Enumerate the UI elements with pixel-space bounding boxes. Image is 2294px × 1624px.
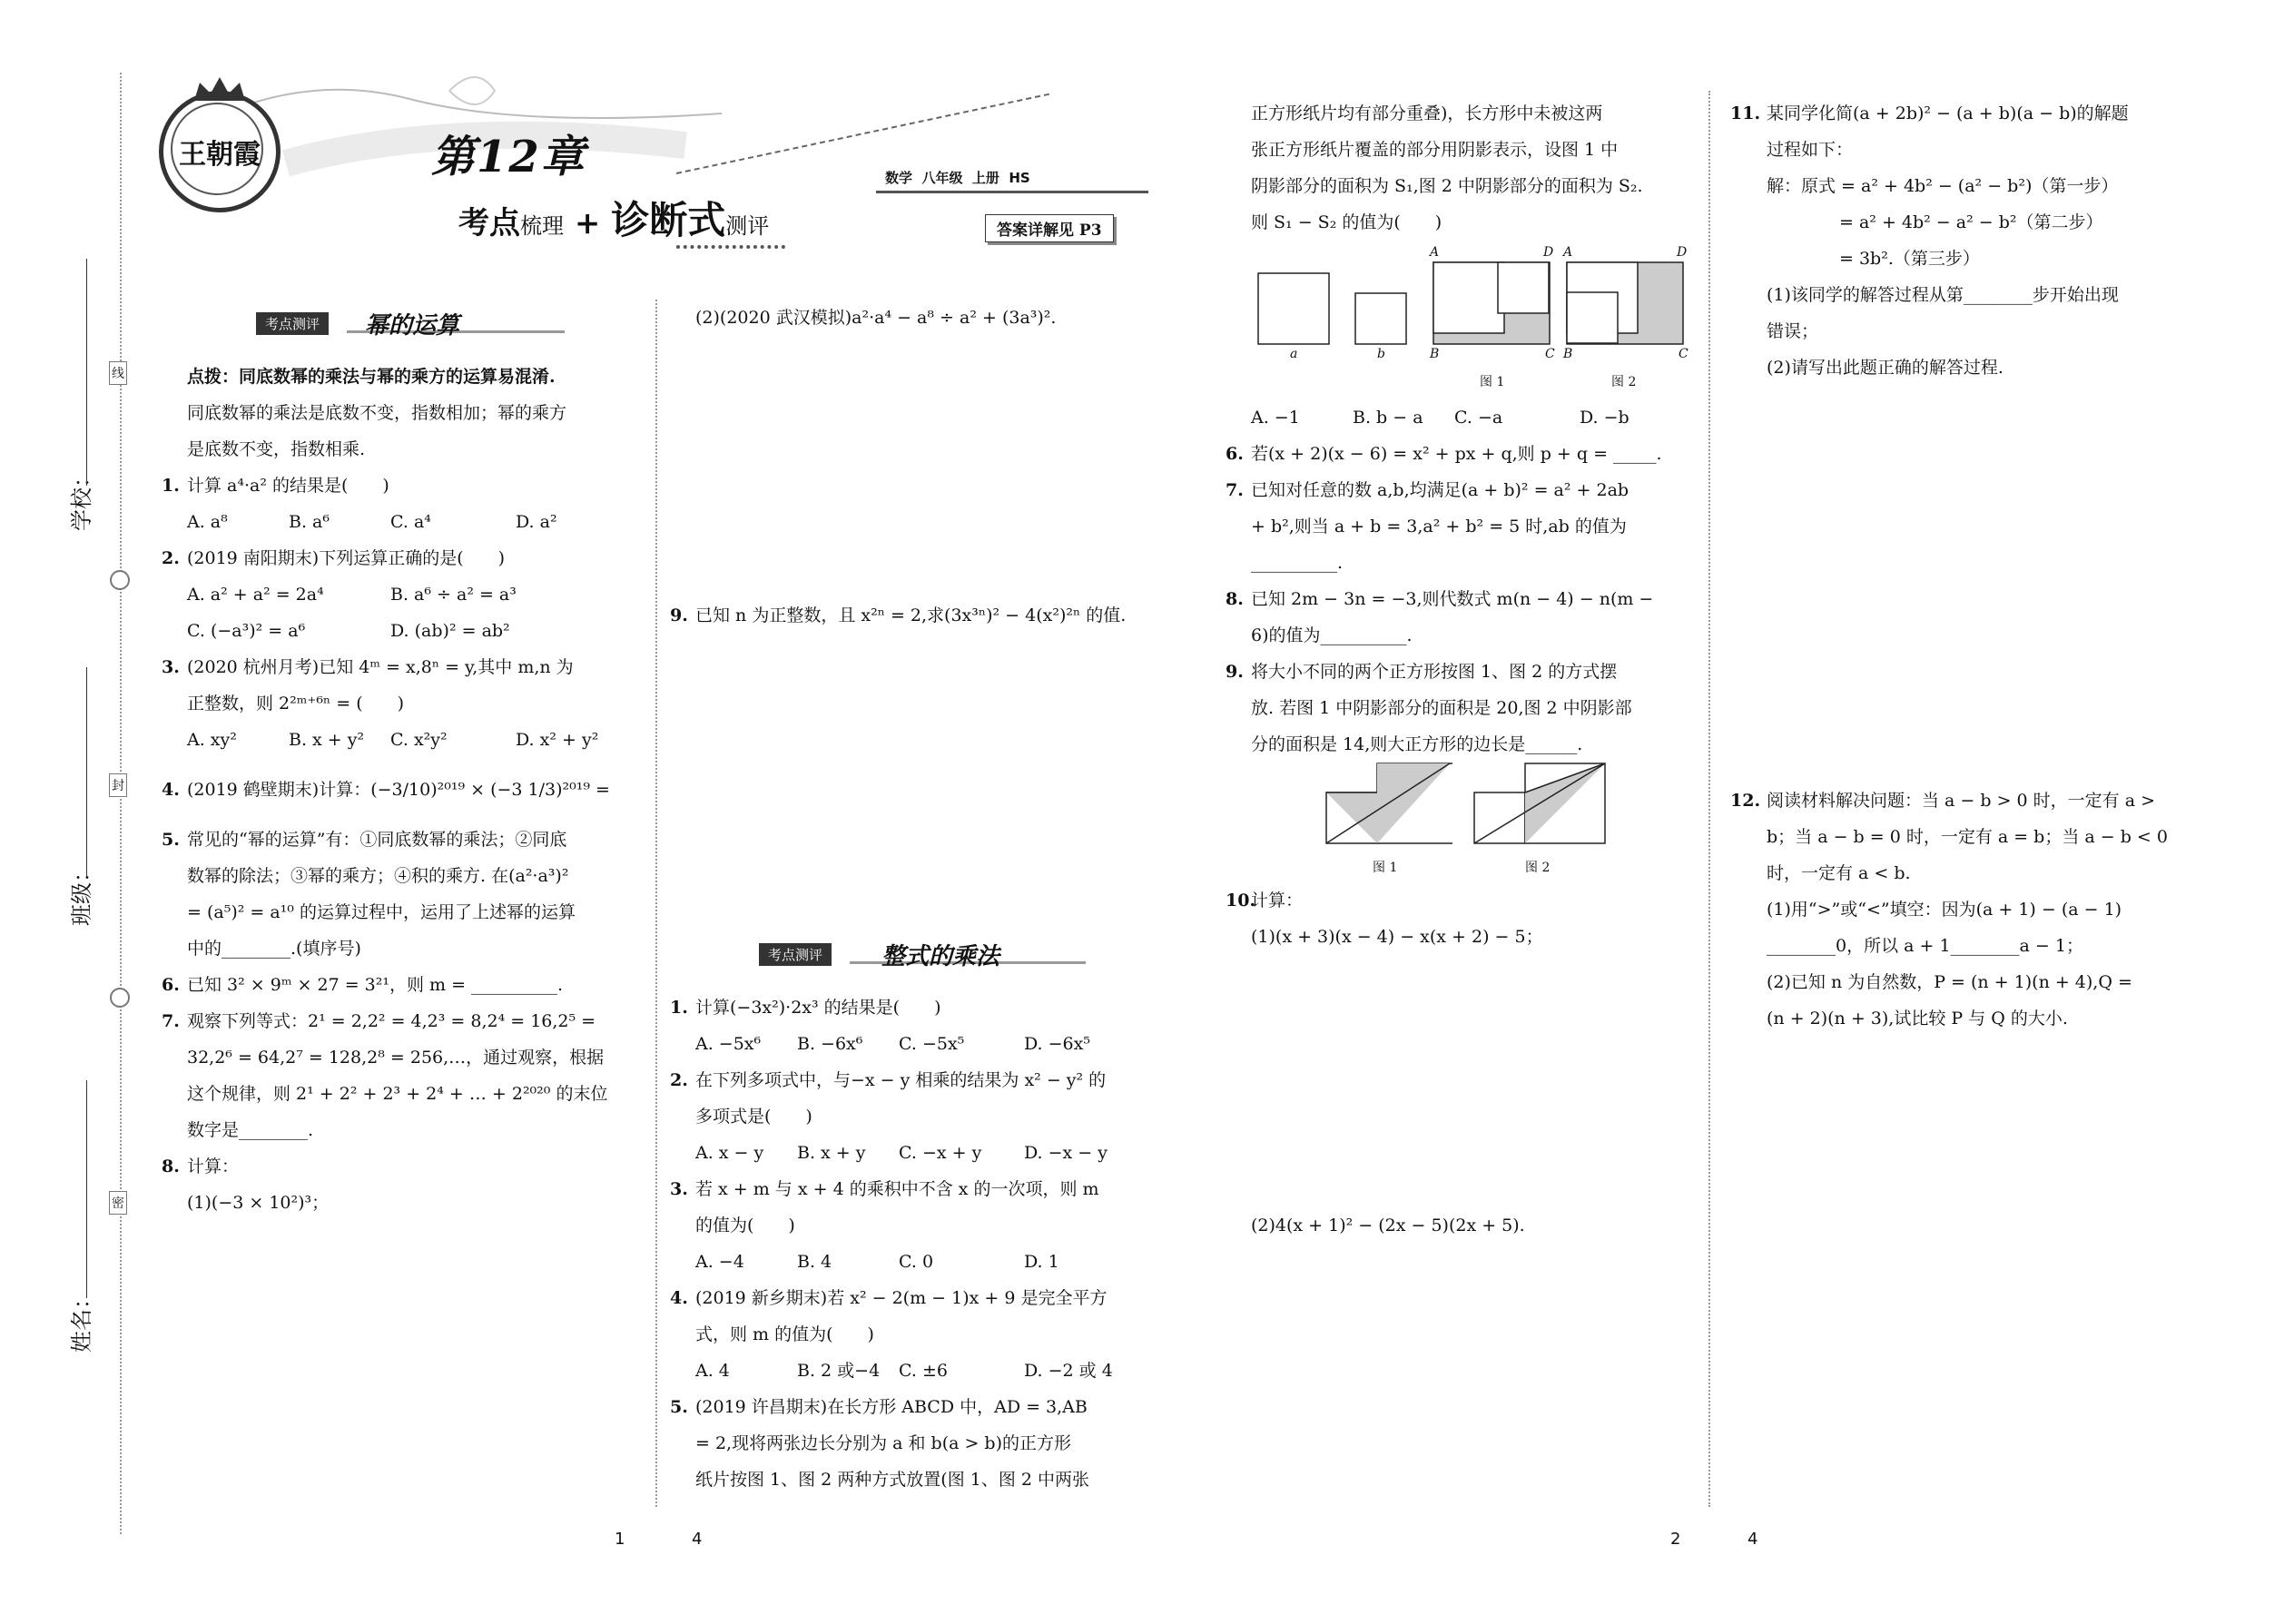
section-polynomial-multiplication bbox=[759, 940, 1068, 970]
option-b[interactable]: B. b − a bbox=[1353, 408, 1423, 428]
problem-4-line: 式，则 m 的值为( ) bbox=[695, 1324, 874, 1344]
page-number-left-a: 1 bbox=[615, 1530, 625, 1549]
figure-2-caption: 图 2 bbox=[1611, 375, 1637, 389]
problem-7: 7. 已知对任意的数 a,b,均满足(a + b)² = a² + 2ab bbox=[1226, 480, 1629, 500]
question-7: 7. 观察下列等式：2¹ = 2,2² = 4,2³ = 8,2⁴ = 16,2⁵ = bbox=[162, 1011, 596, 1031]
question-9: 9. 已知 n 为正整数，且 x²ⁿ = 2,求(3x³ⁿ)² − 4(x²)²ⁿ 的值. bbox=[670, 605, 1127, 625]
column-3-top bbox=[1226, 95, 1698, 241]
figure-2-diagram bbox=[1566, 261, 1684, 345]
answer-reference: 答案详解见 P3 bbox=[985, 214, 1114, 242]
class-label: 班级： bbox=[69, 861, 94, 926]
problem-2-options bbox=[670, 1135, 1160, 1171]
option-d[interactable]: D. 1 bbox=[1024, 1252, 1059, 1272]
figure-1-diagram bbox=[1433, 261, 1551, 345]
question-2-options bbox=[162, 576, 634, 613]
problem-11-part-2: (2)请写出此题正确的解答过程. bbox=[1767, 358, 2004, 378]
tip-line: 是底数不变，指数相乘. bbox=[187, 439, 366, 459]
page-number-right-a: 2 bbox=[1670, 1530, 1681, 1549]
label-b: b bbox=[1377, 347, 1385, 361]
figure-1-caption: 图 1 bbox=[1373, 861, 1398, 875]
option-b[interactable]: B. x + y² bbox=[289, 730, 365, 750]
question-1: 1. 计算 a⁴·a² 的结果是( ) bbox=[162, 476, 389, 496]
meta-underline bbox=[876, 191, 1148, 193]
option-c[interactable]: C. a⁴ bbox=[390, 512, 431, 532]
problem-11-line: 错误； bbox=[1767, 321, 1819, 341]
page-number-right-b: 4 bbox=[1748, 1530, 1758, 1549]
name-label: 姓名： bbox=[69, 1287, 94, 1353]
problem-5-line: 则 S₁ − S₂ 的值为( ) bbox=[1251, 212, 1442, 232]
section-title: 整式的乘法 bbox=[881, 943, 1000, 970]
option-c[interactable]: C. −a bbox=[1454, 408, 1503, 428]
problem-10: 10.计算： bbox=[1226, 891, 1304, 910]
problem-5-line: 阴影部分的面积为 S₁,图 2 中阴影部分的面积为 S₂. bbox=[1251, 176, 1643, 196]
column-1 bbox=[162, 359, 634, 1221]
problem-5-line: 正方形纸片均有部分重叠)，长方形中未被这两 bbox=[1251, 103, 1603, 123]
problem-8: 8. 已知 2m − 3n = −3,则代数式 m(n − 4) − n(m − bbox=[1226, 589, 1654, 609]
option-a[interactable]: A. −4 bbox=[695, 1252, 744, 1272]
label-a: a bbox=[1290, 347, 1298, 361]
problem-10-part-2: (2)4(x + 1)² − (2x − 5)(2x + 5). bbox=[1251, 1216, 1525, 1235]
option-c[interactable]: C. −x + y bbox=[899, 1143, 982, 1163]
question-8-part-1: (1)(−3 × 10²)³； bbox=[187, 1193, 330, 1213]
vertex-d: D bbox=[1543, 245, 1554, 260]
question-7-line: 这个规律，则 2¹ + 2² + 2³ + 2⁴ + … + 2²⁰²⁰ 的末位 bbox=[187, 1084, 608, 1104]
problem-12-line: (n + 2)(n + 3),试比较 P 与 Q 的大小. bbox=[1767, 1009, 2068, 1029]
problem-9: 9. 将大小不同的两个正方形按图 1、图 2 的方式摆 bbox=[1226, 662, 1618, 682]
figure-2-diagram bbox=[1473, 763, 1610, 846]
column-3-middle bbox=[1226, 399, 1698, 763]
question-3-line: 正整数，则 2²ᵐ⁺⁶ⁿ = ( ) bbox=[187, 694, 405, 714]
problem-5-line: 张正方形纸片覆盖的部分用阴影表示，设图 1 中 bbox=[1251, 140, 1619, 160]
option-a[interactable]: A. x − y bbox=[695, 1143, 764, 1163]
column-3-q10 bbox=[1226, 882, 1698, 955]
question-6: 6. 已知 3² × 9ᵐ × 27 = 3²¹，则 m = __________. bbox=[162, 975, 564, 995]
section-power-operations bbox=[256, 309, 546, 340]
option-d[interactable]: D. −x − y bbox=[1024, 1143, 1108, 1163]
problem-5-options bbox=[1226, 399, 1698, 436]
option-a[interactable]: A. a⁸ bbox=[187, 512, 228, 532]
binding-ring-2 bbox=[110, 988, 130, 1008]
column-2-q9 bbox=[670, 597, 1160, 634]
question-3: 3. (2020 杭州月考)已知 4ᵐ = x,8ⁿ = y,其中 m,n 为 bbox=[162, 657, 574, 677]
column-divider-2 bbox=[1708, 91, 1710, 1507]
question-8-part-2: (2)(2020 武汉模拟)a²·a⁴ − a⁸ ÷ a² + (3a³)². bbox=[695, 308, 1057, 328]
problem-9-line: 放. 若图 1 中阴影部分的面积是 20,图 2 中阴影部 bbox=[1251, 698, 1632, 718]
option-b[interactable]: B. a⁶ ÷ a² = a³ bbox=[390, 585, 517, 605]
column-4-top bbox=[1730, 95, 2231, 386]
problem-12: 12. 阅读材料解决问题：当 a − b > 0 时，一定有 a > bbox=[1730, 791, 2155, 811]
vertex-c: C bbox=[1679, 347, 1689, 361]
problem-2: 2. 在下列多项式中，与−x − y 相乘的结果为 x² − y² 的 bbox=[670, 1070, 1107, 1090]
problem-4-options bbox=[670, 1353, 1160, 1389]
problem-9-figure bbox=[1325, 763, 1616, 881]
section-tag: 考点测评 bbox=[256, 312, 329, 335]
problem-11-line: 过程如下： bbox=[1767, 140, 1854, 160]
option-a[interactable]: A. −5x⁶ bbox=[695, 1034, 762, 1054]
option-d[interactable]: D. −2 或 4 bbox=[1024, 1361, 1113, 1381]
book-meta: 数学 八年级 上册 HS bbox=[885, 170, 1030, 186]
question-7-line: 数字是________. bbox=[187, 1120, 314, 1140]
option-d[interactable]: D. −b bbox=[1580, 408, 1629, 428]
problem-8-line: 6)的值为__________. bbox=[1251, 625, 1413, 645]
option-c[interactable]: C. (−a³)² = a⁶ bbox=[187, 621, 306, 641]
question-5: 5. 常见的“幂的运算”有：①同底数幂的乘法；②同底 bbox=[162, 830, 567, 850]
question-7-line: 32,2⁶ = 64,2⁷ = 128,2⁸ = 256,…，通过观察，根据 bbox=[187, 1048, 605, 1068]
tip-line: 同底数幂的乘法是底数不变，指数相加；幂的乘方 bbox=[187, 403, 567, 423]
option-d[interactable]: D. a² bbox=[516, 512, 557, 532]
figure-2-caption: 图 2 bbox=[1525, 861, 1551, 875]
question-1-options bbox=[162, 504, 634, 540]
binding-seal-1: 线 bbox=[109, 361, 127, 385]
option-a[interactable]: A. 4 bbox=[695, 1361, 730, 1381]
option-d[interactable]: D. x² + y² bbox=[516, 730, 599, 750]
column-3-q10-part2 bbox=[1226, 1207, 1698, 1244]
option-a[interactable]: A. a² + a² = 2a⁴ bbox=[187, 585, 324, 605]
problem-5: 5. (2019 许昌期末)在长方形 ABCD 中，AD = 3,AB bbox=[670, 1397, 1088, 1417]
question-8: 8. 计算： bbox=[162, 1156, 240, 1176]
logo-text: 王朝霞 bbox=[179, 139, 261, 171]
option-c[interactable]: C. 0 bbox=[899, 1252, 934, 1272]
page-number-left-b: 4 bbox=[692, 1530, 703, 1549]
section-title: 幂的运算 bbox=[365, 312, 460, 340]
option-c[interactable]: C. −5x⁵ bbox=[899, 1034, 965, 1054]
problem-12-line: 时，一定有 a < b. bbox=[1767, 863, 1911, 883]
option-d[interactable]: D. (ab)² = ab² bbox=[390, 621, 510, 641]
problem-1-options bbox=[670, 1026, 1160, 1062]
option-b[interactable]: B. 4 bbox=[797, 1252, 832, 1272]
school-field[interactable] bbox=[86, 259, 87, 486]
question-5-line: 中的________.(填序号) bbox=[187, 939, 361, 959]
problem-11-step-1: 解：原式 = a² + 4b² − (a² − b²)（第一步） bbox=[1767, 176, 2119, 196]
question-4: 4. (2019 鹤壁期末)计算：(−3/10)²⁰¹⁹ × (−3 1/3)²⁰¹⁹ = bbox=[162, 780, 610, 800]
problem-3: 3. 若 x + m 与 x + 4 的乘积中不含 x 的一次项，则 m bbox=[670, 1179, 1099, 1199]
problem-4: 4. (2019 新乡期末)若 x² − 2(m − 1)x + 9 是完全平方 bbox=[670, 1288, 1108, 1308]
question-2: 2. (2019 南阳期末)下列运算正确的是( ) bbox=[162, 548, 506, 568]
option-a[interactable]: A. xy² bbox=[187, 730, 237, 750]
question-5-line: 数幂的除法；③幂的乘方；④积的乘方. 在(a²·a³)² bbox=[187, 866, 569, 886]
square-a-diagram bbox=[1257, 272, 1330, 345]
binding-line-outer bbox=[120, 73, 122, 1534]
class-field[interactable] bbox=[86, 667, 87, 876]
figure-1-diagram bbox=[1325, 763, 1452, 846]
vertex-a: A bbox=[1430, 245, 1440, 260]
vertex-b: B bbox=[1563, 347, 1573, 361]
question-2-options bbox=[162, 613, 634, 649]
school-label: 学校： bbox=[69, 466, 94, 531]
header bbox=[150, 64, 1148, 254]
binding-seal-2: 封 bbox=[109, 773, 127, 797]
column-4-bottom bbox=[1730, 782, 2231, 1037]
problem-7-line: + b²,则当 a + b = 3,a² + b² = 5 时,ab 的值为 bbox=[1251, 517, 1627, 536]
vertex-d: D bbox=[1677, 245, 1688, 260]
publisher-logo bbox=[159, 91, 281, 212]
option-c[interactable]: C. ±6 bbox=[899, 1361, 948, 1381]
problem-7-line: __________. bbox=[1251, 553, 1344, 573]
binding-ring-1 bbox=[110, 570, 130, 590]
problem-5-figure bbox=[1257, 245, 1693, 399]
subtitle: 考点梳理 + 诊断式测评 bbox=[458, 198, 770, 242]
problem-1: 1. 计算(−3x²)·2x³ 的结果是( ) bbox=[670, 998, 941, 1018]
problem-6: 6. 若(x + 2)(x − 6) = x² + px + q,则 p + q = _____. bbox=[1226, 444, 1662, 464]
vertex-b: B bbox=[1430, 347, 1440, 361]
section-tag: 考点测评 bbox=[759, 943, 832, 966]
problem-11-step-2: = a² + 4b² − a² − b²（第二步） bbox=[1839, 212, 2103, 232]
vertex-c: C bbox=[1545, 347, 1555, 361]
option-c[interactable]: C. x²y² bbox=[390, 730, 448, 750]
problem-11: 11. 某同学化简(a + 2b)² − (a + b)(a − b)的解题 bbox=[1730, 103, 2129, 123]
crown-icon bbox=[192, 75, 247, 103]
chapter-title: 第12章 bbox=[431, 132, 586, 182]
option-b[interactable]: B. a⁶ bbox=[289, 512, 330, 532]
problem-3-line: 的值为( ) bbox=[695, 1216, 795, 1235]
problem-3-options bbox=[670, 1244, 1160, 1280]
problem-9-line: 分的面积是 14,则大正方形的边长是______. bbox=[1251, 734, 1583, 754]
subtitle-dots bbox=[676, 245, 785, 249]
problem-11-step-3: = 3b².（第三步） bbox=[1839, 249, 1980, 269]
problem-5-line: = 2,现将两张边长分别为 a 和 b(a > b)的正方形 bbox=[695, 1433, 1072, 1453]
tip-line: 点拨：同底数幂的乘法与幂的乘方的运算易混淆. bbox=[187, 367, 556, 387]
square-b-diagram bbox=[1354, 292, 1407, 345]
figure-1-caption: 图 1 bbox=[1480, 375, 1505, 389]
option-a[interactable]: A. −1 bbox=[1251, 408, 1300, 428]
problem-11-part-1: (1)该同学的解答过程从第________步开始出现 bbox=[1767, 285, 2119, 305]
option-b[interactable]: B. x + y bbox=[797, 1143, 866, 1163]
option-b[interactable]: B. 2 或−4 bbox=[797, 1361, 881, 1381]
name-field[interactable] bbox=[86, 1080, 87, 1298]
column-2-bottom bbox=[670, 989, 1160, 1498]
column-2-top bbox=[670, 300, 1160, 336]
vertex-a: A bbox=[1563, 245, 1573, 260]
binding-seal-3: 密 bbox=[109, 1191, 127, 1215]
problem-12-line: b；当 a − b = 0 时，一定有 a = b；当 a − b < 0 bbox=[1767, 827, 2168, 847]
question-5-line: = (a⁵)² = a¹⁰ 的运算过程中，运用了上述幂的运算 bbox=[187, 902, 576, 922]
problem-12-part-2: (2)已知 n 为自然数，P = (n + 1)(n + 4),Q = bbox=[1767, 972, 2132, 992]
question-3-options bbox=[162, 722, 634, 758]
problem-5-line: 纸片按图 1、图 2 两种方式放置(图 1、图 2 中两张 bbox=[695, 1470, 1090, 1490]
column-divider-1 bbox=[655, 300, 657, 1507]
problem-2-line: 多项式是( ) bbox=[695, 1107, 812, 1127]
problem-12-part-1: (1)用“>”或“<”填空：因为(a + 1) − (a − 1) bbox=[1767, 900, 2122, 920]
problem-10-part-1: (1)(x + 3)(x − 4) − x(x + 2) − 5； bbox=[1251, 927, 1543, 947]
option-d[interactable]: D. −6x⁵ bbox=[1024, 1034, 1090, 1054]
option-b[interactable]: B. −6x⁶ bbox=[797, 1034, 863, 1054]
problem-12-line: ________0，所以 a + 1________a − 1； bbox=[1767, 936, 2083, 956]
